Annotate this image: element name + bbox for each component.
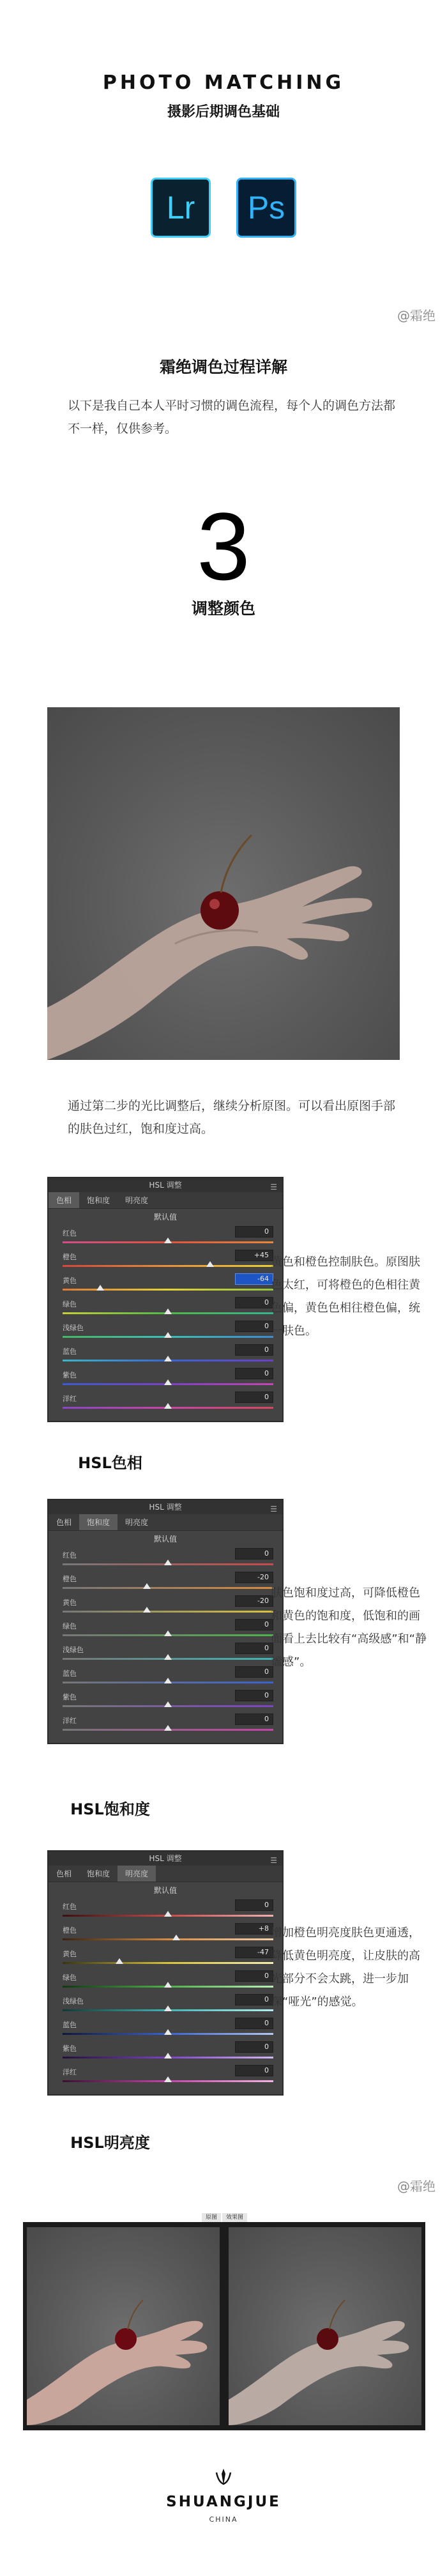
panel-title-text: HSL 调整 — [149, 1181, 182, 1190]
defaults-button[interactable]: 默认值 — [153, 1886, 177, 1895]
slider-value-input[interactable]: +45 — [235, 1250, 273, 1261]
slider-value-input[interactable]: 0 — [235, 1344, 273, 1356]
hsl-panel — [47, 1499, 284, 1744]
slider-thumb[interactable] — [164, 1725, 172, 1731]
slider-row — [49, 1367, 282, 1391]
slider-thumb[interactable] — [164, 1379, 172, 1385]
slider-row — [49, 1946, 282, 1970]
slider-label: 洋红 — [63, 1395, 77, 1403]
slider-thumb[interactable] — [172, 1935, 180, 1940]
slider-row — [49, 1320, 282, 1344]
slider-value-input[interactable]: 0 — [235, 1643, 273, 1654]
slider-value-input[interactable]: 0 — [235, 2041, 273, 2053]
slider-label: 红色 — [63, 1551, 77, 1560]
slider-label: 黄色 — [63, 1276, 77, 1285]
slider-row — [49, 1344, 282, 1367]
tab-luminance[interactable]: 明亮度 — [125, 1196, 149, 1205]
slider-label: 绿色 — [63, 1300, 77, 1308]
slider-row — [49, 1571, 282, 1595]
analysis-text: 通过第二步的光比调整后，继续分析原图。可以看出原图手部的肤色过红，饱和度过高。 — [68, 1099, 396, 1136]
slider-label: 橙色 — [63, 1926, 77, 1935]
panel-menu-icon[interactable]: ☰ — [270, 1505, 277, 1514]
slider-value-input[interactable]: 0 — [235, 1321, 273, 1332]
lightroom-icon: Lr — [151, 178, 211, 238]
original-photo — [47, 707, 400, 1060]
slider-row — [49, 1993, 282, 2017]
slider-label: 蓝色 — [63, 1669, 77, 1678]
slider-value-input[interactable]: 0 — [235, 1666, 273, 1678]
slider-value-input[interactable]: 0 — [235, 1994, 273, 2005]
slider-row — [49, 1922, 282, 1946]
slider-thumb[interactable] — [164, 1678, 172, 1683]
before-hand-illustration — [27, 2227, 220, 2425]
slider-thumb[interactable] — [164, 1982, 172, 1988]
slider-value-input[interactable]: 0 — [235, 1297, 273, 1308]
hand-cherry-illustration — [47, 707, 400, 1060]
slider-thumb[interactable] — [164, 2029, 172, 2035]
slider-thumb[interactable] — [164, 1356, 172, 1361]
slider-track[interactable] — [63, 1587, 273, 1589]
hsl-panel — [47, 1850, 284, 2096]
slider-label: 橙色 — [63, 1253, 77, 1261]
tab-saturation[interactable]: 饱和度 — [87, 1196, 110, 1205]
slider-row — [49, 1642, 282, 1666]
panel-description: 增加橙色明亮度肤色更通透，降低黄色明亮度，让皮肤的高光部分不会太跳，进一步加深“哑光”的感觉。 — [271, 1926, 420, 2009]
slider-thumb[interactable] — [143, 1607, 151, 1613]
slider-value-input[interactable]: 0 — [235, 1226, 273, 1238]
title-en: PHOTO MATCHING — [102, 72, 345, 94]
before-photo — [27, 2227, 220, 2425]
slider-row — [49, 2017, 282, 2041]
slider-label: 紫色 — [63, 1693, 77, 1701]
slider-value-input[interactable]: 0 — [235, 1392, 273, 1403]
slider-value-input[interactable]: -47 — [235, 1947, 273, 1958]
slider-track[interactable] — [63, 1289, 273, 1291]
hsl-panel — [47, 1177, 284, 1422]
hsl-tabs — [49, 1866, 282, 1882]
slider-label: 洋红 — [63, 2068, 77, 2076]
panel-caption: HSL色相 — [78, 1454, 142, 1472]
slider-value-input[interactable]: 0 — [235, 1619, 273, 1630]
tab-hue[interactable]: 色相 — [56, 1869, 72, 1878]
brand-sub: CHINA — [209, 2515, 238, 2524]
slider-thumb[interactable] — [164, 2076, 172, 2082]
panel-menu-icon[interactable]: ☰ — [270, 1183, 277, 1192]
slider-row — [49, 2064, 282, 2088]
slider-thumb[interactable] — [143, 1583, 151, 1589]
defaults-button[interactable]: 默认值 — [153, 1213, 177, 1222]
slider-label: 紫色 — [63, 1371, 77, 1379]
slider-row — [49, 1391, 282, 1414]
panel-title — [49, 1178, 282, 1192]
brand-name: SHUANGJUE — [166, 2494, 281, 2510]
panel-description: 肤色饱和度过高，可降低橙色和黄色的饱和度，低饱和的画面看上去比较有“高级感”和“静谧感”。 — [271, 1586, 427, 1669]
slider-thumb[interactable] — [164, 1630, 172, 1636]
slider-value-input[interactable]: 0 — [235, 2065, 273, 2076]
panel-title — [49, 1500, 282, 1514]
slider-thumb[interactable] — [164, 1403, 172, 1409]
slider-thumb[interactable] — [164, 1654, 172, 1660]
slider-value-input[interactable]: 0 — [235, 1713, 273, 1725]
panel-description: 黄色和橙色控制肤色。原图肤色太红，可将橙色的色相往黄色偏，黄色色相往橙色偏，统一肤色。 — [271, 1255, 420, 1338]
slider-thumb[interactable] — [164, 1560, 172, 1565]
tab-luminance[interactable]: 明亮度 — [117, 1866, 156, 1882]
slider-thumb[interactable] — [116, 1958, 123, 1964]
slider-thumb[interactable] — [164, 1308, 172, 1314]
step-number: 3 — [197, 493, 250, 600]
before-after-compare — [23, 2214, 425, 2430]
slider-row — [49, 1273, 282, 1296]
step-title: 调整颜色 — [191, 599, 255, 618]
intro-text: 以下是我自己本人平时习惯的调色流程，每个人的调色方法都不一样，仅供参考。 — [68, 399, 396, 436]
panel-menu-icon[interactable]: ☰ — [270, 1856, 277, 1865]
slider-row — [49, 1689, 282, 1713]
panel-title-text: HSL 调整 — [149, 1854, 182, 1863]
slider-row — [49, 1595, 282, 1618]
slider-row — [49, 1713, 282, 1736]
slider-track[interactable] — [63, 1265, 273, 1267]
slider-label: 浅绿色 — [63, 1646, 84, 1654]
slider-row — [49, 1618, 282, 1642]
slider-label: 蓝色 — [63, 1347, 77, 1356]
section-heading: 霜绝调色过程详解 — [159, 358, 287, 376]
slider-row — [49, 1225, 282, 1249]
slider-label: 红色 — [63, 1229, 77, 1238]
after-hand-illustration — [229, 2227, 421, 2425]
panel-caption: HSL明亮度 — [70, 2134, 150, 2152]
slider-thumb[interactable] — [164, 1238, 172, 1243]
slider-label: 红色 — [63, 1903, 77, 1911]
tab-saturation[interactable]: 饱和度 — [87, 1869, 110, 1878]
slider-row — [49, 1249, 282, 1273]
slider-value-input[interactable]: 0 — [235, 1899, 273, 1911]
slider-row — [49, 1296, 282, 1320]
slider-track[interactable] — [63, 1611, 273, 1613]
slider-label: 绿色 — [63, 1622, 77, 1630]
slider-value-input[interactable]: 0 — [235, 1690, 273, 1701]
slider-thumb[interactable] — [206, 1261, 214, 1267]
slider-row — [49, 1666, 282, 1689]
tab-luminance[interactable]: 明亮度 — [125, 1518, 149, 1527]
slider-value-input[interactable]: 0 — [235, 1970, 273, 1982]
slider-label: 绿色 — [63, 1974, 77, 1982]
slider-label: 橙色 — [63, 1575, 77, 1583]
slider-label: 蓝色 — [63, 2021, 77, 2029]
slider-value-input[interactable]: 0 — [235, 1548, 273, 1560]
slider-track[interactable] — [63, 1962, 273, 1964]
slider-row — [49, 1970, 282, 1993]
slider-value-input[interactable]: +8 — [235, 1923, 273, 1935]
defaults-button[interactable]: 默认值 — [153, 1535, 177, 1544]
slider-label: 浅绿色 — [63, 1324, 84, 1332]
slider-value-input[interactable]: -20 — [235, 1595, 273, 1607]
photoshop-icon: Ps — [236, 178, 296, 238]
tab-hue[interactable]: 色相 — [49, 1192, 79, 1208]
before-tag: 原图 — [202, 2213, 221, 2222]
tab-hue[interactable]: 色相 — [56, 1518, 72, 1527]
slider-thumb[interactable] — [164, 1332, 172, 1338]
slider-thumb[interactable] — [96, 1285, 104, 1291]
after-tag: 效果图 — [222, 2213, 247, 2222]
panel-title — [49, 1851, 282, 1866]
hsl-tabs — [49, 1514, 282, 1531]
slider-row — [49, 1547, 282, 1571]
slider-row — [49, 2041, 282, 2064]
slider-label: 洋红 — [63, 1717, 77, 1725]
slider-label: 黄色 — [63, 1950, 77, 1958]
slider-value-input[interactable]: 0 — [235, 1368, 273, 1379]
slider-value-input[interactable]: 0 — [235, 2018, 273, 2029]
brand-logo-icon — [214, 2467, 233, 2487]
slider-thumb[interactable] — [164, 1911, 172, 1917]
after-photo — [229, 2227, 421, 2425]
slider-thumb[interactable] — [164, 2053, 172, 2058]
watermark-2: @霜绝 — [397, 2179, 436, 2194]
panel-title-text: HSL 调整 — [149, 1503, 182, 1512]
slider-label: 黄色 — [63, 1598, 77, 1607]
slider-label: 紫色 — [63, 2044, 77, 2053]
panel-caption: HSL饱和度 — [70, 1800, 150, 1818]
slider-label: 浅绿色 — [63, 1997, 84, 2005]
slider-thumb[interactable] — [164, 2005, 172, 2011]
slider-value-input[interactable]: -20 — [235, 1572, 273, 1583]
slider-thumb[interactable] — [164, 1701, 172, 1707]
hsl-tabs — [49, 1192, 282, 1209]
slider-value-input[interactable]: -64 — [235, 1273, 273, 1285]
tab-saturation[interactable]: 饱和度 — [79, 1514, 117, 1530]
slider-track[interactable] — [63, 1938, 273, 1940]
watermark: @霜绝 — [397, 308, 436, 323]
slider-row — [49, 1899, 282, 1922]
title-cn: 摄影后期调色基础 — [167, 104, 280, 120]
